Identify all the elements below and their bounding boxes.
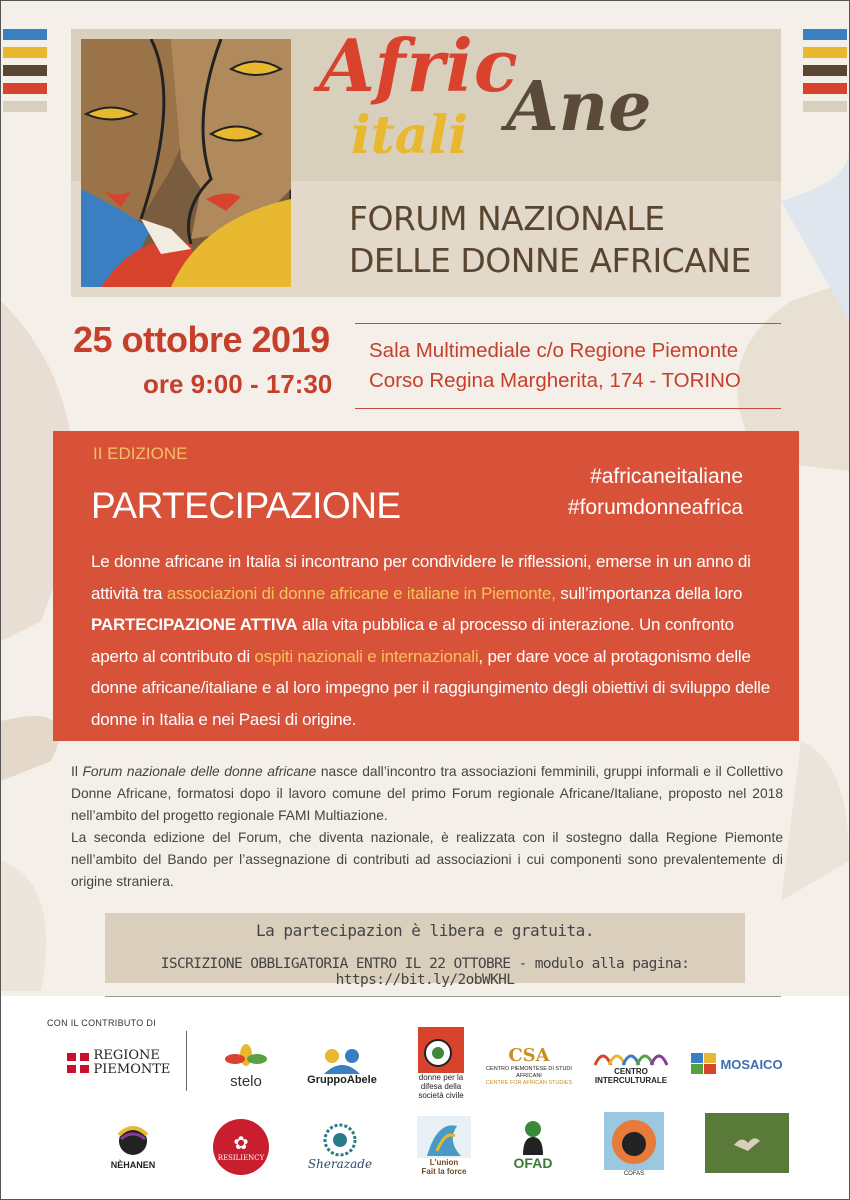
- mosaico-text: MOSAICO: [720, 1056, 783, 1072]
- text-bold: PARTECIPAZIONE ATTIVA: [91, 615, 298, 634]
- divider-top: [355, 323, 781, 324]
- bird-icon: [732, 1133, 762, 1153]
- divider-bottom: [355, 408, 781, 409]
- nehanen-logo: [93, 1119, 173, 1175]
- mosaico-logo: [685, 1047, 789, 1081]
- union-logo: [411, 1115, 477, 1177]
- gruppo-abele-logo: [297, 1041, 387, 1091]
- participation-heading: PARTECIPAZIONE: [91, 485, 401, 526]
- union-figure-icon: [417, 1116, 471, 1158]
- footer-divider: [105, 996, 781, 997]
- cofas-logo: [601, 1109, 667, 1181]
- mosaic-icon: [691, 1053, 717, 1075]
- mandala-icon: [323, 1123, 357, 1157]
- gruppo-abele-text: GruppoAbele: [307, 1074, 377, 1086]
- text-segment: nasce dall’incontro tra associazioni femminili, gruppi informali e il Collettivo Donne Africane, formatosi dopo il lavoro comune del primo Forum regionale Africane/Italiane, proposto nel 2018 nell’ambito del progetto regionale FAMI Multiazione.: [71, 764, 783, 823]
- text-segment: , per dare voce al protagonismo delle donne africane/italiane e al loro impegno per il raggiungimento degli obiettivi di sviluppo delle donne in Italia e nei Paesi di origine.: [91, 646, 770, 729]
- lotus-icon: ✿: [233, 1132, 249, 1153]
- union-text1: L'union: [429, 1158, 459, 1167]
- union-text2: Fait la force: [421, 1167, 467, 1176]
- text-italic: Forum nazionale delle donne africane: [82, 764, 317, 779]
- right-stripes: [803, 29, 847, 119]
- logo-separator: [186, 1031, 187, 1091]
- regione-crest-icon: [66, 1051, 90, 1075]
- text-highlight: associazioni di donne africane e italiane in Piemonte,: [166, 583, 556, 603]
- woman-profile-icon: [518, 1119, 548, 1155]
- centro-interculturale-logo: [589, 1041, 673, 1089]
- cofas-face-icon: [604, 1112, 664, 1170]
- venue-line1: Sala Multimediale c/o Regione Piemonte: [369, 339, 739, 362]
- csa-text2: CENTRE FOR AFRICAN STUDIES: [485, 1080, 573, 1086]
- contribution-label: CON IL CONTRIBUTO DI: [47, 1018, 157, 1028]
- cofas-text: COFAS: [623, 1170, 645, 1177]
- participation-text: [91, 546, 771, 735]
- event-date: 25 ottobre 2019: [73, 319, 330, 360]
- arches-icon: [593, 1045, 669, 1067]
- donne-text1: donne per la: [418, 1072, 464, 1082]
- donne-text3: società civile: [418, 1090, 464, 1100]
- intercult-text2: INTERCULTURALE: [594, 1076, 668, 1085]
- intercult-text1: CENTRO: [614, 1067, 648, 1076]
- green-association-logo: [705, 1113, 789, 1173]
- resiliency-text: RESILIENCY: [217, 1153, 265, 1162]
- faces-illustration: [81, 39, 291, 287]
- text-segment: sull’importanza della loro: [555, 583, 743, 603]
- donne-difesa-logo: [411, 1023, 471, 1103]
- text-highlight: ospiti nazionali e internazionali: [254, 646, 479, 666]
- text-segment: alla vita pubblica e al processo di interazione. Un confronto aperto al contributo di: [91, 615, 734, 666]
- hashtag-forumdonneafrica: #forumdonneafrica: [567, 496, 743, 519]
- logo-afric: Afric: [319, 23, 519, 108]
- regione-piemonte-logo: [63, 1041, 173, 1085]
- edition-label: II EDIZIONE: [93, 444, 188, 463]
- forum-title-line2: DELLE DONNE AFRICANE: [349, 241, 751, 280]
- forum-description: [71, 761, 783, 893]
- description-paragraph2: La seconda edizione del Forum, che diventa nazionale, è realizzata con il sostegno dalla Regione Piemonte nell’ambito del Bando per l’assegnazione di contributi ad associazioni i cui componenti sono prevalentemente di origine straniera.: [71, 830, 783, 889]
- sherazade-logo: [303, 1117, 377, 1177]
- ofad-text: OFAD: [513, 1155, 553, 1171]
- regione-text1: REGIONE: [93, 1048, 160, 1063]
- hashtag-africaneitaliane: #africaneitaliane: [590, 465, 743, 488]
- figure-icon: [418, 1027, 464, 1073]
- sherazade-text: Sherazade: [307, 1157, 373, 1171]
- stelo-text: stelo: [230, 1072, 262, 1090]
- regione-text2: PIEMONTE: [93, 1062, 171, 1077]
- people-icon: [320, 1046, 364, 1074]
- text-segment: Il: [71, 764, 83, 779]
- logo-ane: Ane: [506, 67, 652, 147]
- csa-logo: [479, 1041, 579, 1091]
- flower-icon: [221, 1043, 271, 1073]
- head-silhouette-icon: [113, 1125, 153, 1161]
- event-time: ore 9:00 - 17:30: [143, 369, 333, 399]
- forum-title-line1: FORUM NAZIONALE: [349, 199, 665, 238]
- nehanen-text: NÈHANEN: [110, 1159, 156, 1170]
- logo-itali: itali: [351, 105, 468, 166]
- ofad-logo: [505, 1113, 561, 1177]
- resiliency-logo: [213, 1119, 269, 1175]
- description-paragraph1: [71, 761, 783, 827]
- registration-required-text[interactable]: ISCRIZIONE OBBLIGATORIA ENTRO IL 22 OTTOBRE - modulo alla pagina: https://bit.ly/2obWKHL: [160, 956, 690, 988]
- donne-text2: difesa della: [420, 1081, 462, 1091]
- csa-text1: CENTRO PIEMONTESE DI STUDI AFRICANI: [486, 1066, 572, 1079]
- venue-line2: Corso Regina Margherita, 174 - TORINO: [369, 369, 741, 392]
- left-stripes: [3, 29, 47, 119]
- stelo-logo: [211, 1036, 281, 1096]
- text-segment: Le donne africane in Italia si incontrano per condividere le riflessioni, emerse in un anno di attività tra: [91, 552, 751, 603]
- csa-mark-icon: CSA: [508, 1045, 550, 1066]
- free-participation-text: La partecipazion è libera e gratuita.: [256, 921, 594, 940]
